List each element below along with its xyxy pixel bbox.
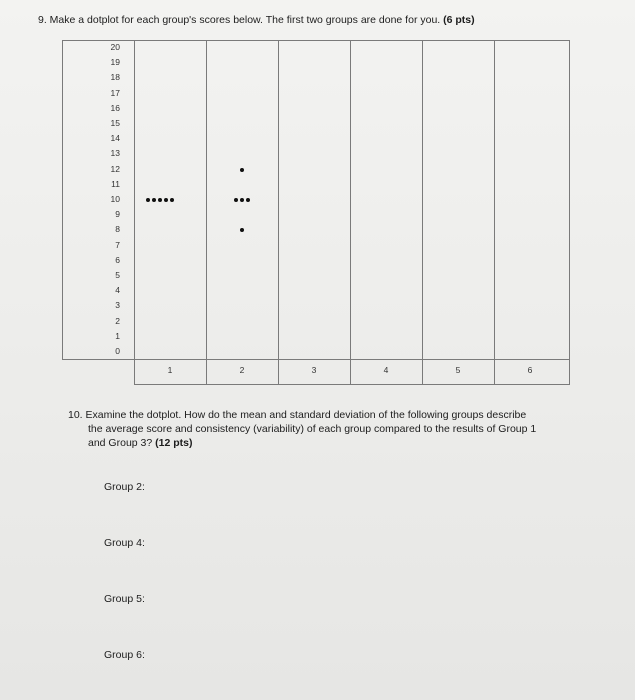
column-divider	[206, 40, 207, 385]
question-10	[68, 408, 578, 450]
dot-point	[146, 198, 150, 202]
group-5-label: Group 5:	[104, 593, 145, 605]
question-10-points: (12 pts)	[155, 437, 193, 449]
dot-point	[234, 198, 238, 202]
y-tick-label: 7	[115, 239, 120, 250]
column-divider	[422, 40, 423, 385]
group-label-2: 2	[239, 365, 245, 375]
y-tick-label: 0	[115, 346, 120, 356]
dotplot-table	[62, 40, 570, 385]
group-label-1: 1	[167, 365, 173, 375]
question-10-line2: the average score and consistency (variability) of each group compared to the results of Group 1	[88, 423, 537, 435]
column-divider	[494, 40, 495, 385]
y-tick-label: 3	[115, 300, 120, 311]
y-tick-label: 19	[110, 57, 120, 68]
y-tick-label: 15	[110, 118, 120, 128]
question-10-line1: 10. Examine the dotplot. How do the mean and standard deviation of the following groups describe	[68, 409, 527, 421]
y-tick-label: 5	[115, 270, 120, 280]
column-divider	[278, 40, 279, 385]
group-4-label: Group 4:	[104, 537, 145, 549]
y-tick-label: 6	[115, 254, 120, 265]
dot-point	[158, 198, 162, 202]
y-tick-label: 16	[110, 102, 120, 113]
y-tick-label: 8	[115, 224, 120, 235]
dot-point	[240, 198, 244, 202]
y-tick-label: 20	[110, 42, 120, 52]
dot-point	[240, 168, 244, 172]
y-tick-label: 9	[115, 209, 120, 220]
group-label-6: 6	[527, 365, 533, 375]
y-tick-label: 4	[115, 285, 120, 296]
y-tick-label: 1	[115, 330, 120, 341]
group-label-4: 4	[383, 365, 389, 375]
dot-point	[170, 198, 174, 202]
question-9-text: 9. Make a dotplot for each group's scores below. The first two groups are done for you.	[38, 14, 444, 26]
y-tick-label: 13	[110, 148, 120, 159]
y-tick-label: 11	[111, 178, 120, 189]
group-2-label: Group 2:	[104, 481, 145, 493]
column-divider	[350, 40, 351, 385]
dot-point	[164, 198, 168, 202]
dot-point	[246, 198, 250, 202]
group-label-3: 3	[311, 365, 317, 375]
y-tick-label: 10	[110, 194, 120, 204]
dot-point	[152, 198, 156, 202]
label-row-bottom	[134, 384, 570, 385]
column-divider	[569, 40, 570, 385]
question-9-points: (6 pts)	[443, 14, 475, 26]
question-9	[38, 14, 475, 26]
y-tick-label: 18	[110, 72, 120, 83]
axis-divider	[134, 40, 135, 385]
y-tick-label: 2	[115, 315, 120, 326]
group-label-5: 5	[455, 365, 461, 375]
question-10-line3: and Group 3?	[88, 437, 156, 449]
y-tick-label: 14	[110, 133, 120, 144]
group-6-label: Group 6:	[104, 649, 145, 661]
y-tick-label: 17	[110, 87, 120, 98]
y-tick-label: 12	[110, 163, 120, 174]
